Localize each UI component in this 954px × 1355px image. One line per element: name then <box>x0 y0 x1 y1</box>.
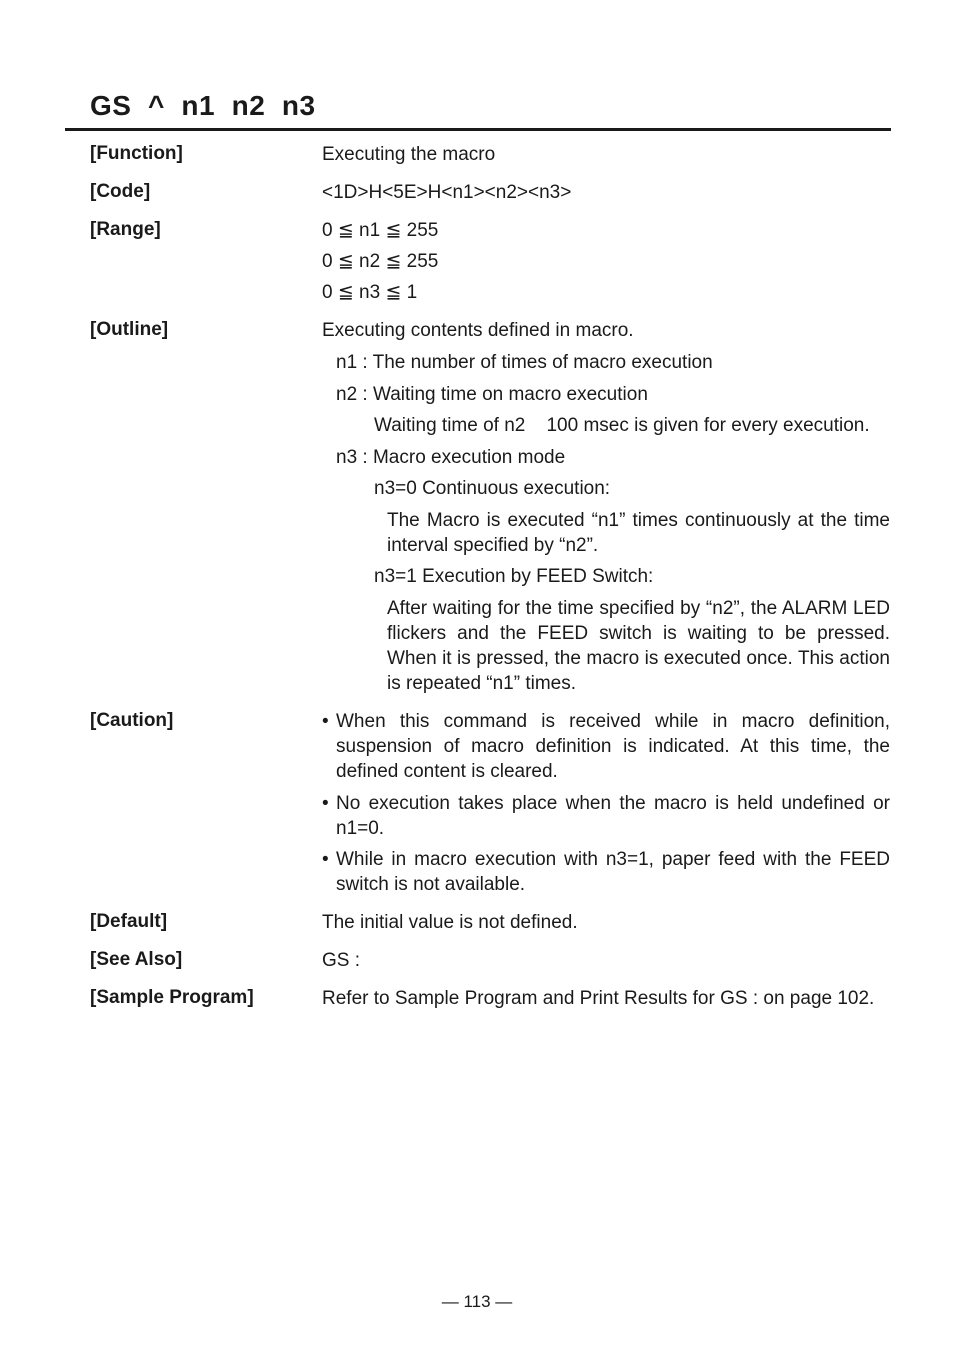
see-also-label: [See Also] <box>90 949 183 970</box>
range-line-n3: 0 ≦ n3 ≦ 1 <box>322 282 418 303</box>
outline-n2: n2 : Waiting time on macro execution <box>336 384 648 405</box>
sample-program-text: Refer to Sample Program and Print Results for GS : on page 102. <box>322 988 875 1009</box>
outline-intro: Executing contents defined in macro. <box>322 320 634 341</box>
sample-program-label: [Sample Program] <box>90 987 254 1008</box>
page-title: GS ^ n1 n2 n3 <box>90 90 316 121</box>
default-label: [Default] <box>90 911 168 932</box>
function-text: Executing the macro <box>322 144 496 165</box>
see-also-text: GS : <box>322 950 361 971</box>
caution-bullet-3: • <box>322 849 329 870</box>
caution-bullet-1: • <box>322 711 329 732</box>
outline-mode0-heading: n3=0 Continuous execution: <box>374 478 611 499</box>
code-label: [Code] <box>90 181 151 202</box>
code-text: <1D>H<5E>H<n1><n2><n3> <box>322 182 572 203</box>
function-label: [Function] <box>90 143 183 164</box>
outline-n2-detail: Waiting time of n2 100 msec is given for every execution. <box>374 415 870 436</box>
outline-n3: n3 : Macro execution mode <box>336 447 566 468</box>
range-line-n2: 0 ≦ n2 ≦ 255 <box>322 251 439 272</box>
page-number: — 113 — <box>441 1292 513 1311</box>
caution-bullet-2: • <box>322 793 329 814</box>
caution-item-2: No execution takes place when the macro is held undefined or n1=0. <box>336 793 890 839</box>
caution-item-1: When this command is received while in macro definition, suspension of macro definition is indicated. At this time, the defined content is cleared. <box>336 711 890 782</box>
caution-label: [Caution] <box>90 710 174 731</box>
range-line-n1: 0 ≦ n1 ≦ 255 <box>322 220 439 241</box>
default-text: The initial value is not defined. <box>322 912 578 933</box>
title-rule <box>65 128 891 131</box>
outline-mode1-text: After waiting for the time specified by “n2”, the ALARM LED flickers and the FEED switch is waiting to be pressed. When it is pressed, the macro is executed once. This action is repeated “n1” times. <box>387 598 890 694</box>
outline-mode1-heading: n3=1 Execution by FEED Switch: <box>374 566 654 587</box>
range-label: [Range] <box>90 219 161 240</box>
outline-n1: n1 : The number of times of macro execution <box>336 352 713 373</box>
outline-label: [Outline] <box>90 319 169 340</box>
caution-item-3: While in macro execution with n3=1, paper feed with the FEED switch is not available. <box>336 849 890 895</box>
outline-mode0-text: The Macro is executed “n1” times continuously at the time interval specified by “n2”. <box>387 510 890 556</box>
